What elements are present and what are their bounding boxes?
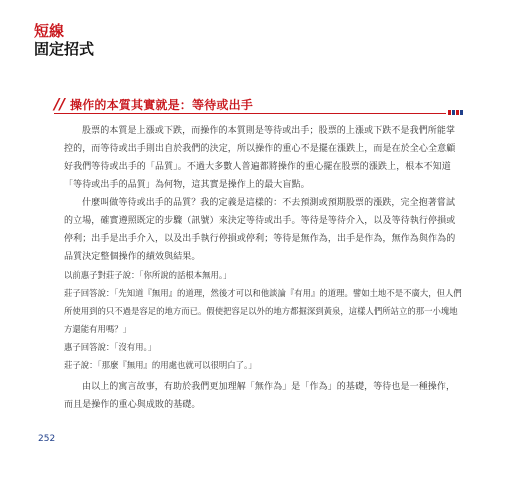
paragraph-1-block bbox=[64, 122, 464, 194]
dialogue-block bbox=[64, 338, 464, 356]
paragraph: 股票的本質是上漲或下跌，而操作的本質則是等待或出手；股票的上漲或下跌不是我們所能掌控的，而等待或出手則出自於我們的決定，所以操作的重心不是擺在漲跌上，而是在於全心全意顧好我們等待或出手的「品質」。不過大多數人普遍都將操作的重心擺在股票的漲跌上，根本不知道「等待或出手的品質」為何物，這其實是操作上的最大盲點。 bbox=[64, 126, 456, 190]
closing-paragraph: 由以上的寓言故事，有助於我們更加理解「無作為」是「作為」的基礎，等待也是一種操作，而且是操作的重心與成敗的基礎。 bbox=[64, 382, 456, 410]
stripe-mark-icon bbox=[448, 110, 464, 115]
chapter-label-short-line: 短線 bbox=[34, 22, 65, 40]
dialogue-block bbox=[64, 284, 464, 338]
paragraph-2-block bbox=[64, 194, 464, 266]
slash-decoration-icon: // bbox=[54, 95, 65, 113]
dialogue-line: 惠子回答說：「沒有用。」 bbox=[64, 342, 157, 352]
closing-block bbox=[64, 378, 464, 414]
heading-underline bbox=[54, 113, 446, 114]
paragraph: 什麼叫做等待或出手的品質？我的定義是這樣的：不去預測或預期股票的漲跌，完全抱著嘗試的立場，確實遵照既定的步驟（訊號）來決定等待或出手。等待是等待介入，以及等待執行停損或停利；出手是出手介入，以及出手執行停損或停利；等待是無作為，出手是作為，無作為與作為的品質決定整個操作的績效與結果。 bbox=[64, 198, 456, 262]
section-title: 操作的本質其實就是：等待或出手 bbox=[70, 98, 254, 112]
page-number: 252 bbox=[38, 434, 56, 444]
chapter-label-fixed-moves: 固定招式 bbox=[34, 40, 95, 58]
dialogue-line: 以前惠子對莊子說：「你所說的話根本無用。」 bbox=[64, 270, 232, 280]
chapter-header bbox=[34, 22, 94, 58]
dialogue-line: 莊子回答說：「先知道『無用』的道理，然後才可以和他談論『有用』的道理。譬如土地不是不廣大，但人們所使用到的只不過是容足的地方而已。假使把容足以外的地方都掘深到黃泉，這樣人們所站立的那一小塊地方還能有用嗎？」 bbox=[64, 288, 462, 334]
section-heading bbox=[54, 95, 464, 117]
dialogue-line: 莊子說：「那麼『無用』的用處也就可以很明白了。」 bbox=[64, 360, 257, 370]
dialogue-block bbox=[64, 266, 464, 284]
dialogue-block bbox=[64, 356, 464, 374]
